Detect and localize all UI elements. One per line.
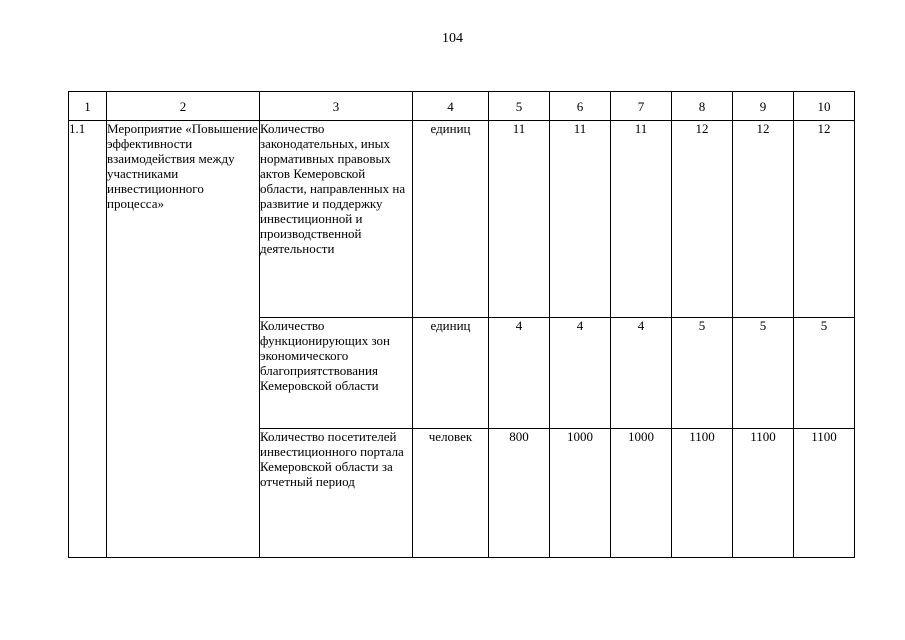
header-cell-9: 9 — [733, 92, 794, 121]
value-cell: 5 — [672, 318, 733, 429]
value-cell: 12 — [733, 121, 794, 318]
unit-cell: человек — [413, 429, 489, 558]
item-title: Мероприятие «Повышение эффективности взаимодействия между участниками инвестиционного процесса» — [107, 121, 260, 558]
value-cell: 1100 — [733, 429, 794, 558]
header-cell-5: 5 — [489, 92, 550, 121]
value-cell: 5 — [733, 318, 794, 429]
unit-cell: единиц — [413, 318, 489, 429]
header-cell-4: 4 — [413, 92, 489, 121]
page-number: 104 — [442, 31, 463, 46]
indicator-name: Количество функционирующих зон экономического благоприятствования Кемеровской области — [260, 318, 413, 429]
header-cell-2: 2 — [107, 92, 260, 121]
header-cell-7: 7 — [611, 92, 672, 121]
value-cell: 11 — [489, 121, 550, 318]
value-cell: 12 — [672, 121, 733, 318]
indicators-table — [68, 91, 855, 558]
value-cell: 1100 — [794, 429, 855, 558]
value-cell: 800 — [489, 429, 550, 558]
value-cell: 12 — [794, 121, 855, 318]
value-cell: 4 — [489, 318, 550, 429]
value-cell: 4 — [550, 318, 611, 429]
value-cell: 1000 — [611, 429, 672, 558]
item-number: 1.1 — [69, 121, 107, 558]
value-cell: 1000 — [550, 429, 611, 558]
header-cell-10: 10 — [794, 92, 855, 121]
header-cell-3: 3 — [260, 92, 413, 121]
indicator-name: Количество законодательных, иных нормативных правовых актов Кемеровской области, направленных на развитие и поддержку инвестиционной и производственной деятельности — [260, 121, 413, 318]
header-cell-8: 8 — [672, 92, 733, 121]
header-cell-1: 1 — [69, 92, 107, 121]
value-cell: 1100 — [672, 429, 733, 558]
table-row — [69, 121, 855, 318]
value-cell: 5 — [794, 318, 855, 429]
value-cell: 11 — [550, 121, 611, 318]
unit-cell: единиц — [413, 121, 489, 318]
indicator-name: Количество посетителей инвестиционного портала Кемеровской области за отчетный период — [260, 429, 413, 558]
header-cell-6: 6 — [550, 92, 611, 121]
header-row — [69, 92, 855, 121]
value-cell: 11 — [611, 121, 672, 318]
value-cell: 4 — [611, 318, 672, 429]
